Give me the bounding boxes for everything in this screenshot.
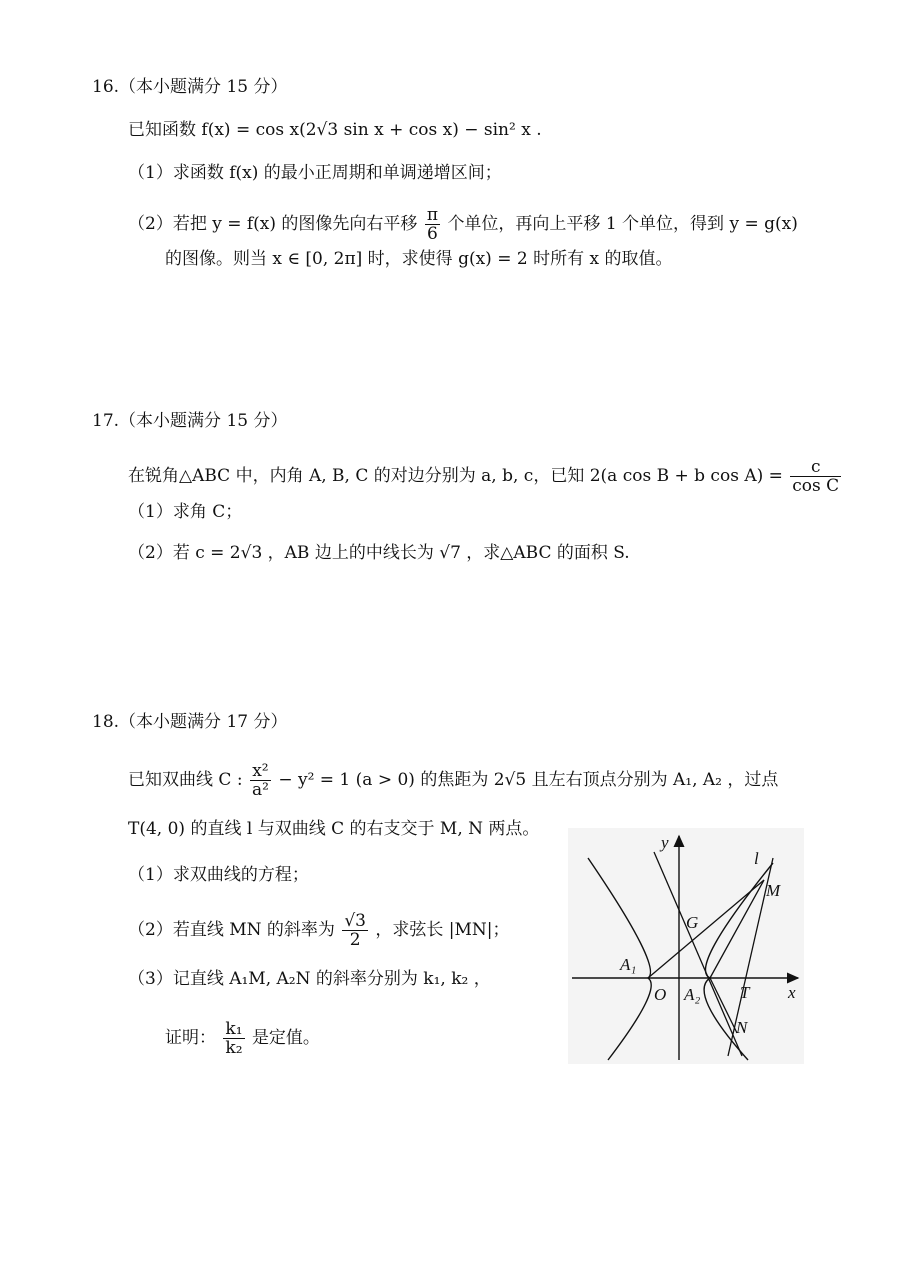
label-N: N xyxy=(736,1018,748,1037)
q18-k1-over-k2 xyxy=(223,1020,244,1057)
label-x: x xyxy=(788,983,796,1002)
q17-c-over-cosC xyxy=(790,458,841,495)
hyperbola-figure xyxy=(568,828,804,1064)
q16-pi-over-6 xyxy=(425,206,440,243)
q17-frac-den: cos C xyxy=(792,476,840,496)
q16-part2-text-a: （2）若把 y = f(x) 的图像先向右平移 xyxy=(128,214,418,234)
q18-x2-over-a2 xyxy=(250,762,271,799)
label-A1: A₁ xyxy=(620,955,637,974)
segment-A2M xyxy=(710,880,764,978)
hyperbola-diagram xyxy=(568,828,804,1064)
q16-part2-line1 xyxy=(128,206,798,243)
q17-frac-num: c xyxy=(790,458,841,477)
q18-header: 18.（本小题满分 17 分） xyxy=(92,712,288,732)
q18-proof xyxy=(165,1020,320,1057)
q17-stem-text: 在锐角△ABC 中，内角 A, B, C 的对边分别为 a, b, c，已知 2(a cos B + b cos A) = xyxy=(128,466,783,486)
q18-part1: （1）求双曲线的方程； xyxy=(128,865,309,885)
q18-stem-text-a: 已知双曲线 C : xyxy=(128,770,243,790)
q18-stem-text-b: − y² = 1 (a > 0) 的焦距为 2√5 且左右顶点分别为 A₁, A₂ ，过点 xyxy=(278,770,779,790)
q16-header: 16.（本小题满分 15 分） xyxy=(92,77,288,97)
q18-part2-frac-den: 2 xyxy=(349,930,361,950)
q17-part2: （2）若 c = 2√3 ，AB 边上的中线长为 √7 ，求△ABC 的面积 S. xyxy=(128,543,630,563)
q17-header: 17.（本小题满分 15 分） xyxy=(92,411,288,431)
q16-part2-line2: 的图像。则当 x ∈ [0, 2π] 时，求使得 g(x) = 2 时所有 x 的取值。 xyxy=(165,249,673,269)
q16-frac-den: 6 xyxy=(427,224,438,244)
q17-stem xyxy=(128,458,843,495)
q18-sqrt3-over-2 xyxy=(342,912,368,949)
label-M: M xyxy=(766,881,781,900)
line-steep xyxy=(654,852,742,1056)
q18-part2-text-b: ，求弦长 |MN|； xyxy=(375,920,510,940)
q18-proof-text-a: 证明： xyxy=(165,1028,216,1048)
q18-frac-den: a² xyxy=(251,780,269,800)
q16-part1: （1）求函数 f(x) 的最小正周期和单调递增区间； xyxy=(128,163,502,183)
label-G: G xyxy=(686,913,699,932)
q18-proof-text-b: 是定值。 xyxy=(251,1028,320,1048)
q18-proof-frac-num: k₁ xyxy=(225,1019,243,1039)
q18-part2-text-a: （2）若直线 MN 的斜率为 xyxy=(128,920,335,940)
segment-A2N xyxy=(710,978,737,1033)
q16-frac-num: π xyxy=(426,205,439,225)
q18-part2 xyxy=(128,912,510,949)
q18-part2-frac-num: √3 xyxy=(344,911,366,931)
q17-part1: （1）求角 C； xyxy=(128,502,243,522)
q18-part3: （3）记直线 A₁M, A₂N 的斜率分别为 k₁, k₂ ， xyxy=(128,969,491,989)
label-l: l xyxy=(754,849,759,868)
label-A2: A₂ xyxy=(684,985,701,1004)
q18-stem-line2: T(4, 0) 的直线 l 与双曲线 C 的右支交于 M, N 两点。 xyxy=(128,819,540,839)
label-T: T xyxy=(740,983,750,1002)
q18-frac-num: x² xyxy=(250,762,271,781)
q16-stem: 已知函数 f(x) = cos x(2√3 sin x + cos x) − sin² x . xyxy=(128,120,542,140)
label-y: y xyxy=(661,833,669,852)
label-O: O xyxy=(654,985,667,1004)
q18-stem-line1 xyxy=(128,762,778,799)
q16-part2-text-b: 个单位，再向上平移 1 个单位，得到 y = g(x) xyxy=(447,214,798,234)
q18-proof-frac-den: k₂ xyxy=(225,1038,243,1058)
